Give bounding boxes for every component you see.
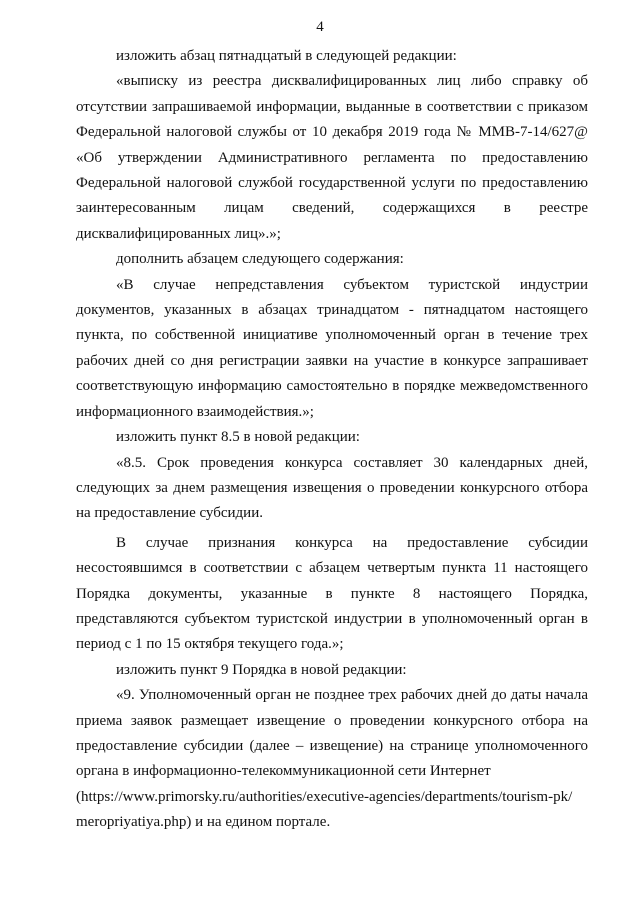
paragraph-quoted-text-2: «В случае непредставления субъектом туристской индустрии документов, указанных в абзацах тринадцатом - пятнадцатом настоящего пункта, по собственной инициативе уполномоченный орган в течение трех рабочих дней со дня регистрации заявки на участие в конкурсе запрашивает соответствующую информацию самостоятельно в порядке межведомственного информационного взаимодействия.»;: [76, 276, 588, 420]
paragraph-instruction-2: дополнить абзацем следующего содержания:: [116, 251, 404, 268]
page-number: 4: [316, 19, 324, 35]
paragraph-url: (https://www.primorsky.ru/authorities/executive-agencies/departments/tourism-pk/ meropriyatiya.php) и на едином портале.: [76, 788, 573, 831]
paragraph-clause-8-5: «8.5. Срок проведения конкурса составляет 30 календарных дней, следующих за днем размещения извещения о проведении конкурсного отбора на предоставление субсидии.: [76, 454, 588, 522]
paragraph-instruction-4: изложить пункт 9 Порядка в новой редакции:: [116, 661, 407, 678]
document-body: [76, 44, 588, 836]
paragraph-clause-9: «9. Уполномоченный орган не позднее трех рабочих дней до даты начала приема заявок размещает извещение о проведении конкурсного отбора на предоставление субсидии (далее – извещение) на странице уполномоченного органа в информационно-телекоммуникационной сети Интернет: [76, 687, 588, 780]
paragraph-quoted-text-1: «выписку из реестра дисквалифицированных лиц либо справку об отсутствии запрашиваемой информации, выданные в соответствии с приказом Федеральной налоговой службы от 10 декабря 2019 года № ММВ-7-14/627@ «Об утверждении Административного регламента по предоставлению Федеральной налоговой службой государственной услуги по предоставлению заинтересованным лицам сведений, содержащихся в реестре дисквалифицированных лиц».»;: [76, 73, 588, 242]
paragraph-clause-8-5-continued: В случае признания конкурса на предоставление субсидии несостоявшимся в соответствии с абзацем четвертым пункта 11 настоящего Порядка документы, указанные в пункте 8 настоящего Порядка, представляются субъектом туристской индустрии в уполномоченный орган в период с 1 по 15 октября текущего года.»;: [76, 534, 588, 653]
paragraph-instruction-3: изложить пункт 8.5 в новой редакции:: [116, 429, 360, 446]
paragraph-instruction-1: изложить абзац пятнадцатый в следующей редакции:: [116, 48, 457, 64]
